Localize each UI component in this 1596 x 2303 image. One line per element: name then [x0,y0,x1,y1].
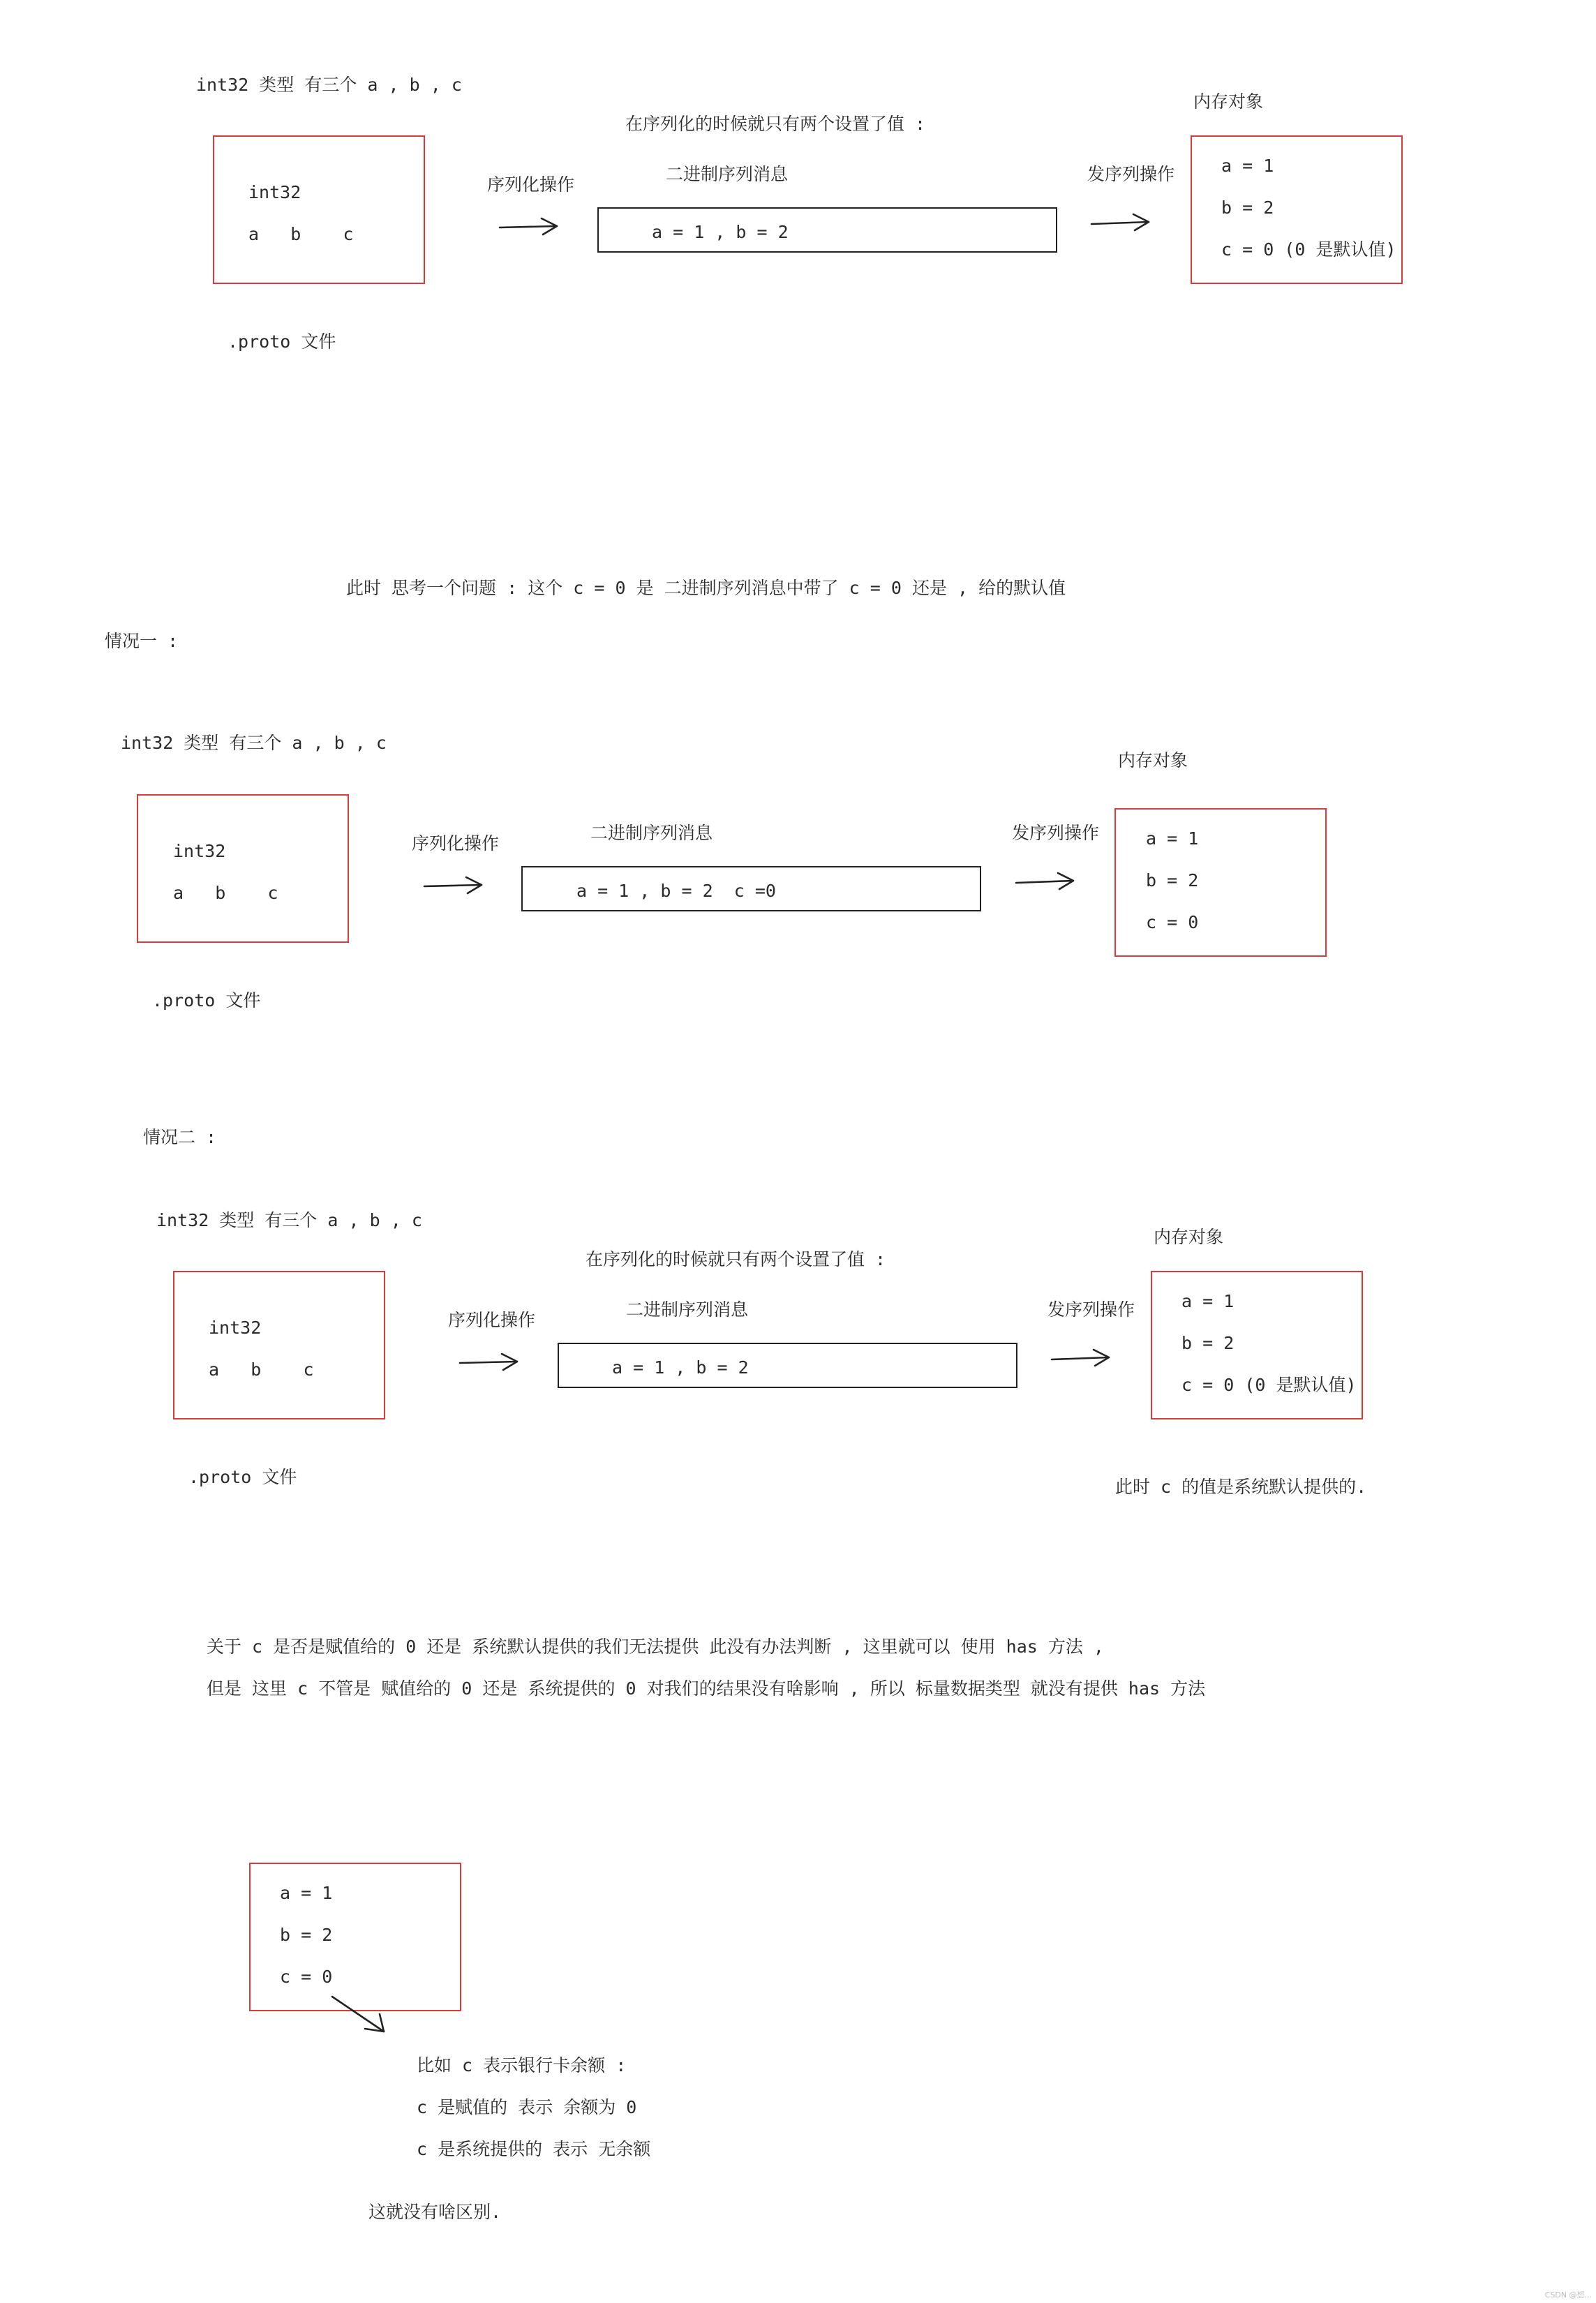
case2-note: 在序列化的时候就只有两个设置了值 : [586,1249,886,1269]
case1-memory-a: a = 1 [1146,828,1199,849]
diagram1-binary-label: 二进制序列消息 [666,164,789,184]
explanation-line-2: 但是 这里 c 不管是 赋值给的 0 还是 系统提供的 0 对我们的结果没有啥影响 , 所以 标量数据类型 就没有提供 has 方法 [207,1678,1206,1699]
case2-header: int32 类型 有三个 a , b , c [156,1210,422,1230]
example-line-3: c 是系统提供的 表示 无余额 [417,2139,651,2159]
case1-serialize-label: 序列化操作 [412,833,500,854]
diagram1-memory-label: 内存对象 [1193,91,1264,112]
case2-title: 情况二 : [143,1127,217,1147]
diagram1-serialize-label: 序列化操作 [487,174,575,195]
example-conclusion: 这就没有啥区别. [368,2202,502,2222]
diagram1-memory-a: a = 1 [1221,156,1274,176]
diagram1-proto-fields: a b c [248,224,354,244]
case2-memory-a: a = 1 [1181,1291,1235,1311]
example-line-1: 比如 c 表示银行卡余额 : [417,2055,627,2075]
case1-memory-c: c = 0 [1146,912,1199,932]
case1-serialize-arrow [423,872,486,900]
watermark: CSDN @想... [1544,2290,1592,2300]
diagram1-header: int32 类型 有三个 a , b , c [196,75,462,95]
case2-memory-b: b = 2 [1181,1333,1235,1353]
question-text: 此时 思考一个问题 : 这个 c = 0 是 二进制序列消息中带了 c = 0 还是 , 给的默认值 [346,578,1066,598]
case2-deserialize-arrow [1050,1344,1113,1372]
diagram1-memory-b: b = 2 [1221,197,1274,218]
example-memory-c: c = 0 [280,1967,333,1987]
case2-footnote: 此时 c 的值是系统默认提供的. [1115,1477,1367,1497]
case2-deserialize-label: 发序列操作 [1047,1299,1135,1320]
case2-serialize-arrow [458,1349,521,1377]
case1-binary-content: a = 1 , b = 2 c =0 [576,881,776,901]
case1-proto-caption: .proto 文件 [152,990,261,1011]
diagram1-deserialize-arrow [1090,209,1153,237]
case1-proto-type: int32 [173,841,226,861]
case1-title: 情况一 : [105,631,179,651]
case2-proto-caption: .proto 文件 [188,1467,297,1487]
case2-proto-type: int32 [209,1318,262,1338]
example-memory-b: b = 2 [280,1925,333,1945]
diagram1-proto-caption: .proto 文件 [228,331,336,352]
diagram1-serialize-arrow [498,214,561,241]
example-memory-a: a = 1 [280,1883,333,1903]
case2-memory-c: c = 0 (0 是默认值) [1181,1375,1357,1395]
diagram1-proto-box [213,135,425,284]
case2-binary-content: a = 1 , b = 2 [612,1357,749,1378]
case1-binary-label: 二进制序列消息 [590,823,713,843]
diagram1-deserialize-label: 发序列操作 [1087,164,1175,184]
diagram1-memory-c: c = 0 (0 是默认值) [1221,239,1396,260]
example-line-2: c 是赋值的 表示 余额为 0 [417,2097,637,2117]
case2-serialize-label: 序列化操作 [448,1310,536,1330]
diagram1-note: 在序列化的时候就只有两个设置了值 : [625,114,926,134]
case1-proto-box [137,794,349,943]
case2-proto-fields: a b c [209,1359,314,1380]
case1-proto-fields: a b c [173,883,278,903]
case1-memory-label: 内存对象 [1118,750,1188,770]
case2-binary-label: 二进制序列消息 [626,1299,749,1320]
diagram1-proto-type: int32 [248,182,301,202]
example-pointer-arrow [328,1992,391,2041]
case2-proto-box [173,1271,385,1419]
case1-deserialize-arrow [1015,867,1077,895]
case1-memory-b: b = 2 [1146,870,1199,890]
case1-header: int32 类型 有三个 a , b , c [121,733,387,753]
case1-deserialize-label: 发序列操作 [1012,823,1100,843]
explanation-line-1: 关于 c 是否是赋值给的 0 还是 系统默认提供的我们无法提供 此没有办法判断 , 这里就可以 使用 has 方法 , [207,1637,1104,1657]
diagram1-binary-content: a = 1 , b = 2 [652,222,789,242]
case2-memory-label: 内存对象 [1154,1227,1224,1247]
